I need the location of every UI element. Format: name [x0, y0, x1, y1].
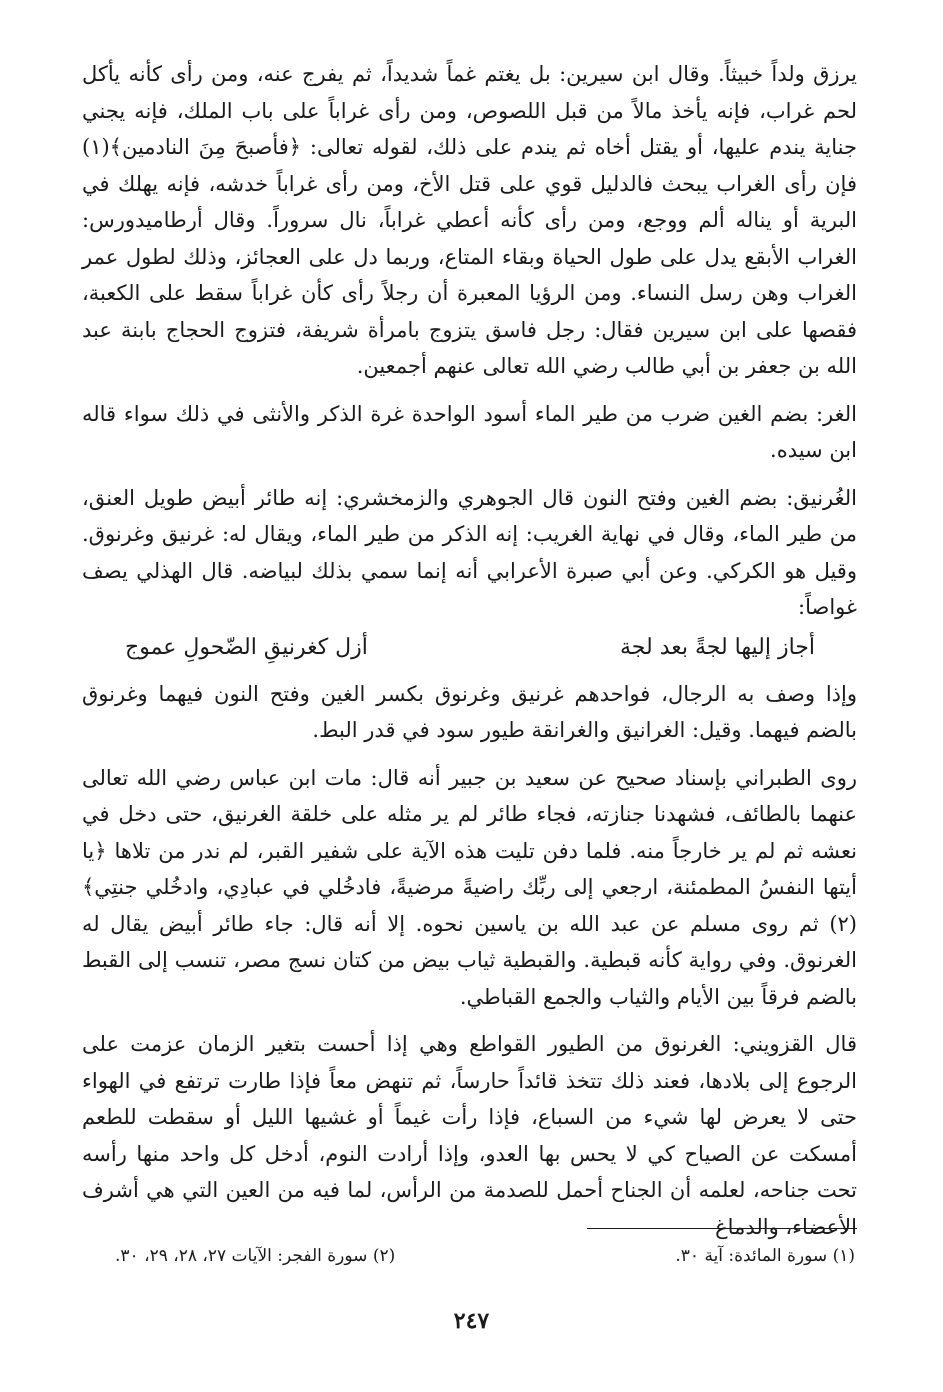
- page-number: ٢٤٧: [453, 1308, 490, 1334]
- paragraph-qazwini: قال القزويني: الغرنوق من الطيور القواطع وهي إذا أحست بتغير الزمان عزمت على الرجوع إلى بلادها، فعند ذلك تتخذ قائداً حارساً، ثم تنهض معاً فإذا طارت ترتفع في الهواء حتى لا يعرض لها شيء من السباع، فإذا رأت غيماً أو غشيها الليل أو سقطت للطعم أمسكت عن الصياح كي لا يحس بها العدو، وإذا أرادت النوم، أدخل كل واحد منها رأسه تحت جناحه، لعلمه أن الجناح أحمل للصدمة من الرأس، لما فيه من العين التي هي أشرف الأعضاء، والدماغ: [82, 1032, 857, 1239]
- paragraph-ghurab-interpretation: يرزق ولداً خبيثاً. وقال ابن سيرين: بل يغتم غماً شديداً، ثم يفرج عنه، ومن رأى كأنه يأكل لحم غراب، فإنه يأخذ مالاً من قبل اللصوص، ومن رأى غراباً على باب الملك، فإنه يجني جناية يندم عليها، أو يقتل أخاه ثم يندم على ذلك، لقوله تعالى: ﴿فأصبحَ مِنَ النادمين﴾(١) فإن رأى الغراب يبحث فالدليل قوي على قتل الأخ، ومن رأى غراباً خدشه، فإنه يهلك في البرية أو يناله ألم ووجع، ومن رأى كأنه أعطي غراباً، نال سروراً. وقال أرطاميدورس: الغراب الأبقع يدل على طول الحياة وبقاء المتاع، وربما دل على العجائز، وذلك لطول عمر الغراب وهن رسل النساء. ومن الرؤيا المعبرة أن رجلاً رأى كأن غراباً سقط على الكعبة، فقصها على ابن سيرين فقال: رجل فاسق يتزوج بامرأة شريفة، فتزوج الحجاج بابنة عبد الله بن جعفر بن أبي طالب رضي الله تعالى عنهم أجمعين.: [82, 62, 857, 378]
- page-body: [82, 56, 857, 1245]
- footnotes: [115, 1244, 855, 1268]
- verse-first-hemistich: أجاز إليها لجةً بعد لجة: [620, 634, 815, 660]
- footnote-2: (٢) سورة الفجر: الآيات ٢٧، ٢٨، ٢٩، ٣٠.: [115, 1246, 396, 1266]
- paragraph-plural-forms: وإذا وصف به الرجال، فواحدهم غرنيق وغرنوق بكسر الغين وفتح النون فيهما وغرنوق بالضم فيهما. وقيل: الغرانيق والغرانقة طيور سود في قدر البط.: [82, 681, 857, 742]
- paragraph-al-ghurniq: الغُرنيق: بضم الغين وفتح النون قال الجوهري والزمخشري: إنه طائر أبيض طويل العنق، من طير الماء، وقال في نهاية الغريب: إنه الذكر من طير الماء، ويقال له: غرنيق وغرنوق. وقيل هو الكركي. وعن أبي صبرة الأعرابي أنه إنما سمي بذلك لبياضه. قال الهذلي يصف غواصاً:: [82, 485, 857, 619]
- poetry-verse: [125, 630, 815, 666]
- verse-second-hemistich: أزل كغرنيقِ الضّحولِ عموج: [125, 634, 368, 660]
- footnote-divider: [587, 1228, 857, 1229]
- paragraph-tabarani-narration: روى الطبراني بإسناد صحيح عن سعيد بن جبير أنه قال: مات ابن عباس رضي الله تعالى عنهما بالطائف، فشهدنا جنازته، فجاء طائر لم ير مثله على خلقة الغرنيق، حتى دخل في نعشه ثم لم ير خارجاً منه. فلما دفن تليت هذه الآية على شفير القبر، لم ندر من تلاها ﴿يا أيتها النفسُ المطمئنة، ارجعي إلى ربِّك راضيةً مرضيةً، فادخُلي في عبادِي، وادخُلي جنتِي﴾(٢) ثم روى مسلم عن عبد الله بن ياسين نحوه. إلا أنه قال: جاء طائر أبيض يقال له الغرنوق. وفي رواية كأنه قبطية. والقبطية ثياب بيض من كتان نسج مصر، تنسب إلى القبط بالضم فرقاً بين الأيام والثياب والجمع القباطي.: [82, 765, 857, 1009]
- paragraph-al-ghur: الغر: بضم الغين ضرب من طير الماء أسود الواحدة غرة الذكر والأنثى في ذلك سواء قاله ابن سيده.: [82, 401, 857, 462]
- footnote-1: (١) سورة المائدة: آية ٣٠.: [675, 1246, 855, 1266]
